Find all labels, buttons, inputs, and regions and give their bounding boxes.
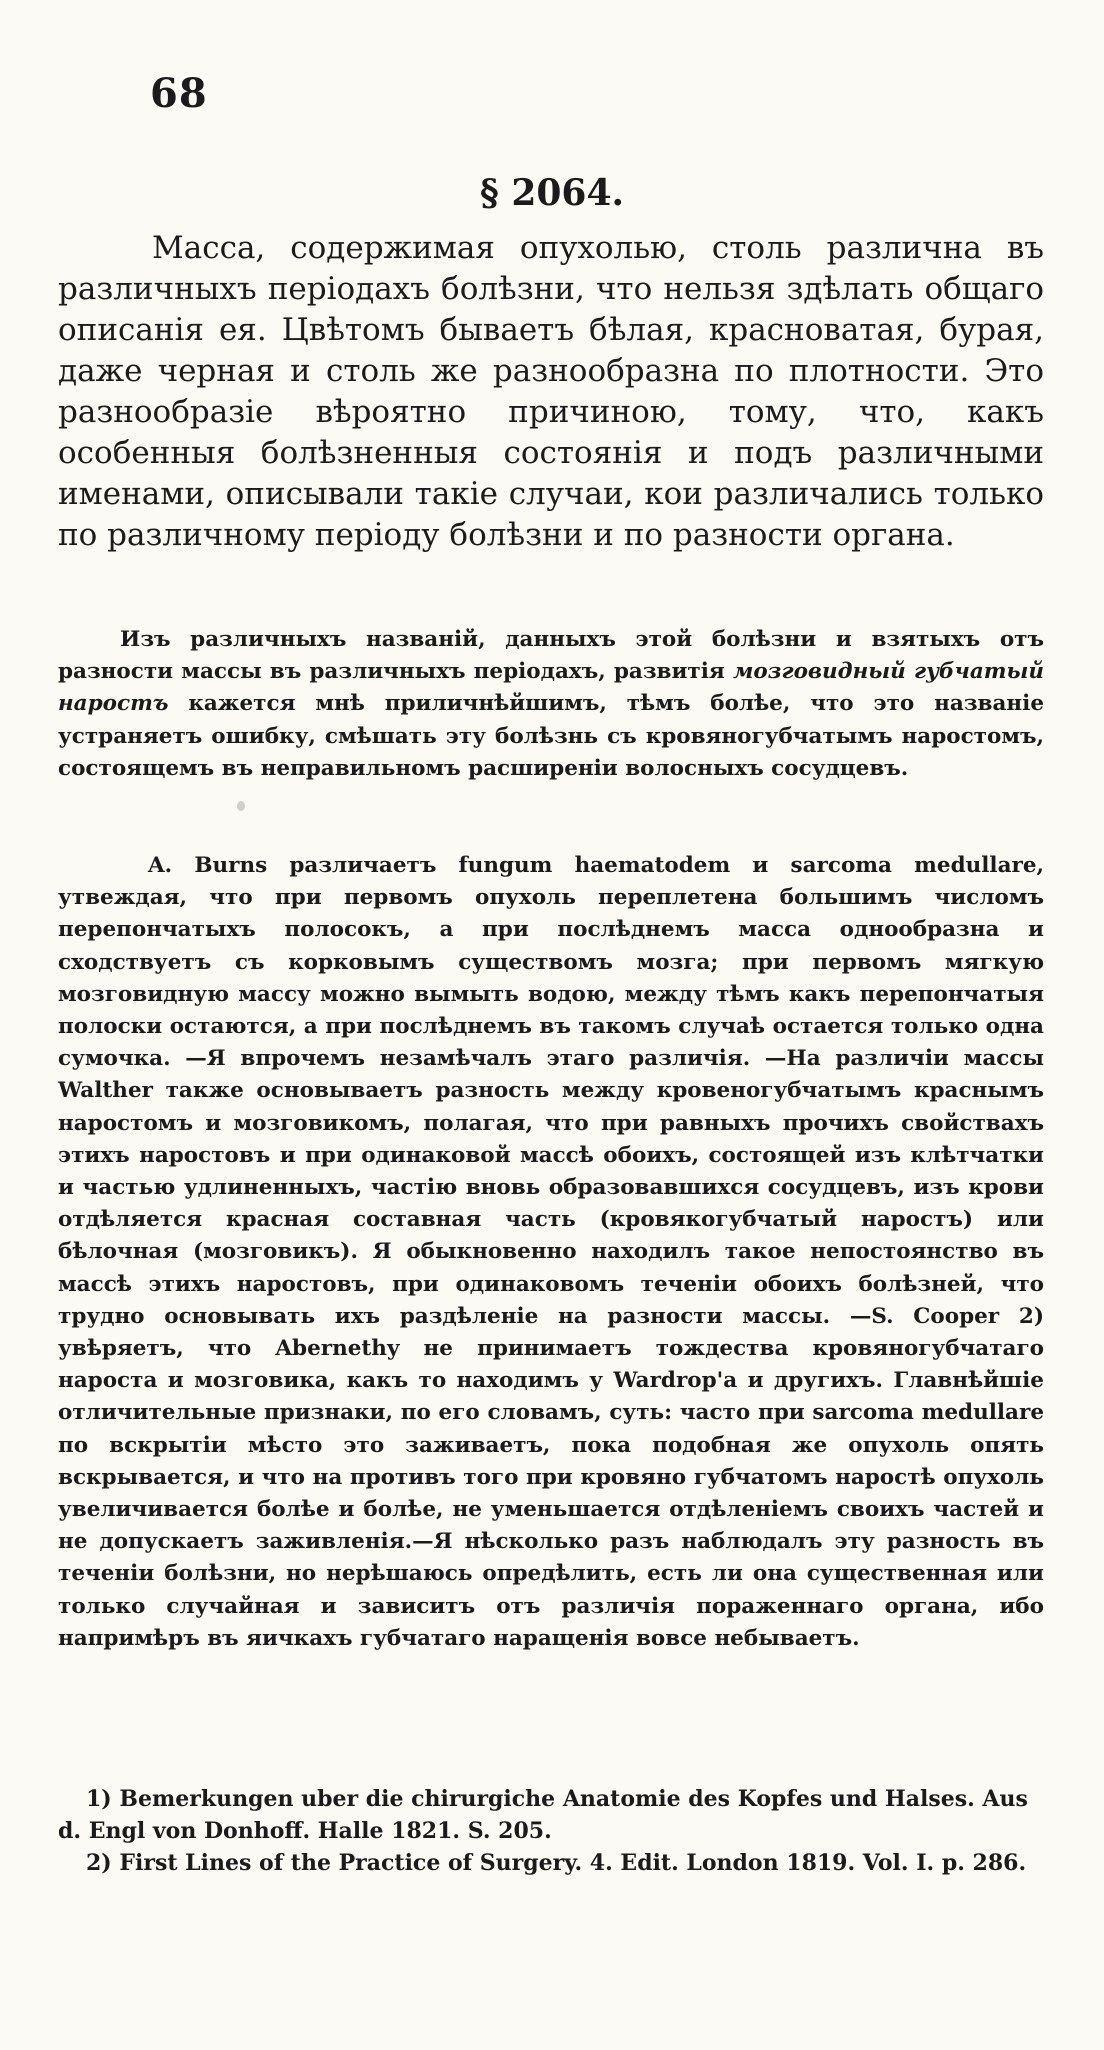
footnote-1: 1) Bemerkungen uber die chirurgiche Anatomie des Kopfes und Halses. Aus d. Engl von Donhoff. Halle 1821. S. 205. xyxy=(58,1786,1028,1844)
footnotes xyxy=(58,1783,1044,1879)
ink-speck xyxy=(237,801,245,811)
footnote-2: 2) First Lines of the Practice of Surgery. 4. Edit. London 1819. Vol. I. p. 286. xyxy=(86,1850,1027,1876)
page-number: 68 xyxy=(150,70,208,117)
main-paragraph: Масса, содержимая опухолью, столь различна въ различныхъ періодахъ болѣзни, что нельзя здѣлать общаго описанія ея. Цвѣтомъ бываетъ бѣлая, красноватая, бурая, даже черная и столь же разнообразна по плотности. Это разнообразіе вѣроятно причиною, тому, что, какъ особенныя болѣзненныя состоянія и подъ различными именами, описывали такіе случаи, кои различались только по различному періоду болѣзни и по разности органа. xyxy=(58,230,1044,553)
section-heading: § 2064. xyxy=(479,172,625,214)
note-1-text-before: Изъ различныхъ названій, данныхъ этой болѣзни и взятыхъ отъ разности массы въ различныхъ періодахъ, развитія xyxy=(58,627,1044,685)
note-1-italic-term: мозговидный губчатый наростъ xyxy=(58,659,1045,717)
note-paragraph-2: A. Burns различаетъ fungum haematodem и sarcoma medullare, утвеждая, что при первомъ опухоль переплетена большимъ числомъ перепончатыхъ полосокъ, а при послѣднемъ масса однообразна и сходствуетъ съ корковымъ существомъ мозга; при первомъ мягкую мозговидную массу можно вымыть водою, между тѣмъ какъ перепончатыя полоски остаются, а при послѣднемъ въ такомъ случаѣ остается только одна сумочка. —Я впрочемъ незамѣчалъ этаго различія. —На различіи массы Walther также основываетъ разность между кровеногубчатымъ краснымъ наростомъ и мозговикомъ, полагая, что при равныхъ прочихъ свойствахъ этихъ наростовъ и при одинаковой массѣ обоихъ, состоящей изъ клѣтчатки и частью удлиненныхъ, частію вновь образовавшихся сосудцевъ, изъ крови отдѣляется красная составная часть (кровякогубчатый наростъ) или бѣлочная (мозговикъ). Я обыкновенно находилъ такое непостоянство въ массѣ этихъ наростовъ, при одинаковомъ теченіи обоихъ болѣзней, что трудно основывать ихъ раздѣленіе на разности массы. —S. Cooper 2) увѣряетъ, что Abernethy не принимаетъ тождества кровяногубчатаго нароста и мозговика, какъ то находимъ у Wardrop'а и другихъ. Главнѣйшіе отличительные признаки, по его словамъ, суть: часто при sarcoma medullare по вскрытіи мѣсто это заживаетъ, пока подобная же опухоль опять вскрывается, и что на противъ того при кровяно губчатомъ наростѣ опухоль увеличивается болѣе и болѣе, не уменьшается отдѣленіемъ своихъ частей и не допускаетъ заживленія.—Я нѣсколько разъ наблюдалъ эту разность въ теченіи болѣзни, но нерѣшаюсь опредѣлить, есть ли она существенная или только случайная и зависитъ отъ различія пораженнаго органа, ибо напримѣръ въ яичкахъ губчатаго наращенія вовсе небываетъ. xyxy=(58,853,1044,1651)
note-1-text-after: кажется мнѣ приличнѣйшимъ, тѣмъ болѣе, что это названіе устраняетъ ошибку, смѣшать эту болѣзнь съ кровяногубчатымъ наростомъ, состоящемъ въ неправильномъ расширеніи волосныхъ сосудцевъ. xyxy=(58,691,1044,781)
note-paragraph-1 xyxy=(58,624,1044,785)
